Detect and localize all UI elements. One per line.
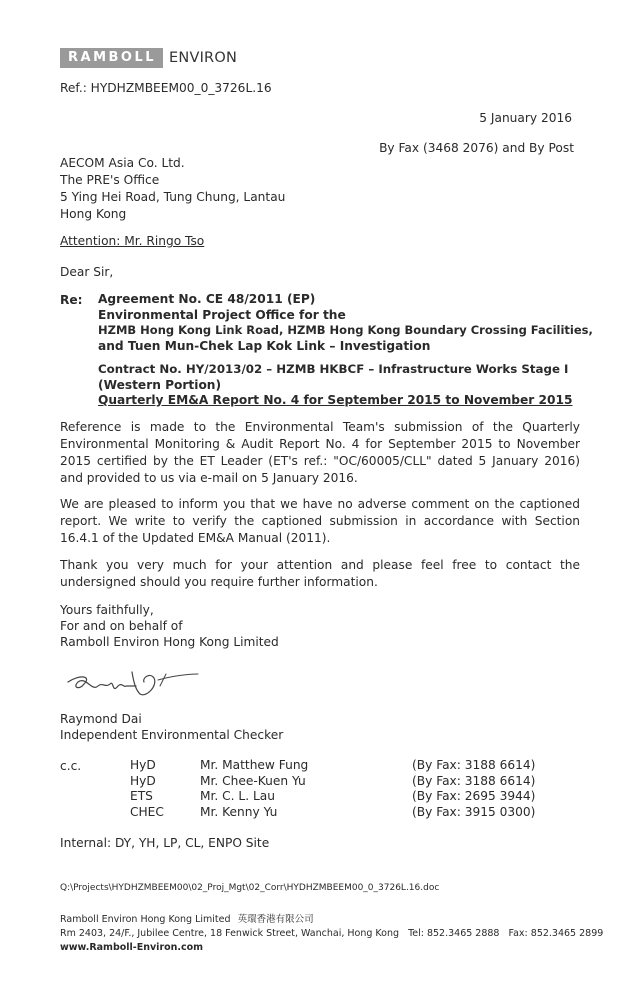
handwritten-signature [62,664,202,704]
cc-org: HyD [130,758,156,772]
closing-line: For and on behalf of [60,619,183,633]
letter-date: 5 January 2016 [479,111,572,125]
re-label: Re: [60,293,83,307]
logo-subbrand: ENVIRON [169,50,237,66]
cc-faxes [412,758,535,820]
contract-line: Contract No. HY/2013/02 – HZMB HKBCF – Infrastructure Works Stage I [98,362,569,376]
cc-fax: (By Fax: 2695 3944) [412,789,536,803]
cc-fax: (By Fax: 3188 6614) [412,758,536,772]
footer-address: Rm 2403, 24/F., Jubilee Centre, 18 Fenwick Street, Wanchai, Hong Kong [60,928,400,939]
contract-line: (Western Portion) [98,377,222,392]
cc-names [200,758,308,820]
logo-brand: RAMBOLL [60,48,163,68]
cc-name: Mr. Matthew Fung [200,758,309,772]
signatory-name: Raymond Dai [60,712,142,726]
signatory-block [60,711,283,743]
cc-name: Mr. Chee-Kuen Yu [200,773,306,788]
delivery-method: By Fax (3468 2076) and By Post [379,141,574,155]
cc-org: CHEC [130,804,164,819]
cc-orgs [130,758,164,820]
subject-line: Agreement No. CE 48/2011 (EP) [98,292,316,306]
subject-line: Environmental Project Office for the [98,307,346,322]
footer-company-line [60,913,603,927]
recipient-address [60,155,285,223]
footer-fax: Fax: 852.3465 2899 [508,928,604,939]
closing-line: Yours faithfully, [60,603,154,617]
signatory-title: Independent Environmental Checker [60,728,284,742]
subject-block [98,292,593,354]
body-paragraph: Thank you very much for your attention and please feel free to contact the undersigned should you require further information. [60,558,580,589]
body-paragraph: Reference is made to the Environmental Team's submission of the Quarterly Environmental Monitoring & Audit Report No. 4 for September 2015 to November 2015 certified by the ET Leader (ET's ref.: "OC/60005/CLL" dated 5 January 2016) and provided to us via e-mail on 5 January 2016. [60,420,580,485]
footer-contact-line [60,927,603,941]
closing-line: Ramboll Environ Hong Kong Limited [60,635,279,649]
footer-company-cn: 英環香港有限公司 [237,914,314,925]
body-paragraph: We are pleased to inform you that we have no adverse comment on the captioned report. We write to verify the captioned submission in accordance with Section 16.4.1 of the Updated EM&A Manual (2011). [60,497,580,545]
contract-block [98,362,572,409]
footer-company: Ramboll Environ Hong Kong Limited [60,914,231,925]
internal-distribution: Internal: DY, YH, LP, CL, ENPO Site [60,836,270,850]
attention-line: Attention: Mr. Ringo Tso [60,234,205,248]
salutation: Dear Sir, [60,265,114,279]
cc-fax: (By Fax: 3188 6614) [412,773,536,788]
letterhead-footer [60,913,603,955]
cc-name: Mr. Kenny Yu [200,804,278,819]
cc-name: Mr. C. L. Lau [200,789,275,803]
closing-block [60,602,279,650]
recipient-line: 5 Ying Hei Road, Tung Chung, Lantau [60,190,286,204]
footer-website[interactable]: www.Ramboll-Environ.com [60,942,204,953]
subject-line: HZMB Hong Kong Link Road, HZMB Hong Kong Boundary Crossing Facilities, [98,323,593,337]
subject-line: and Tuen Mun-Chek Lap Kok Link – Investigation [98,338,431,353]
recipient-line: AECOM Asia Co. Ltd. [60,156,185,170]
cc-org: ETS [130,789,153,803]
recipient-line: Hong Kong [60,207,127,221]
file-path: Q:\Projects\HYDHZMBEEM00\02_Proj_Mgt\02_Corr\HYDHZMBEEM00_0_3726L.16.doc [60,883,440,893]
report-title: Quarterly EM&A Report No. 4 for September 2015 to November 2015 [98,393,573,407]
company-logo [60,48,237,68]
cc-label: c.c. [60,759,82,773]
cc-org: HyD [130,773,156,788]
recipient-line: The PRE's Office [60,173,160,187]
cc-fax: (By Fax: 3915 0300) [412,804,536,819]
footer-tel: Tel: 852.3465 2888 [408,928,500,939]
reference-number: Ref.: HYDHZMBEEM00_0_3726L.16 [60,81,272,95]
